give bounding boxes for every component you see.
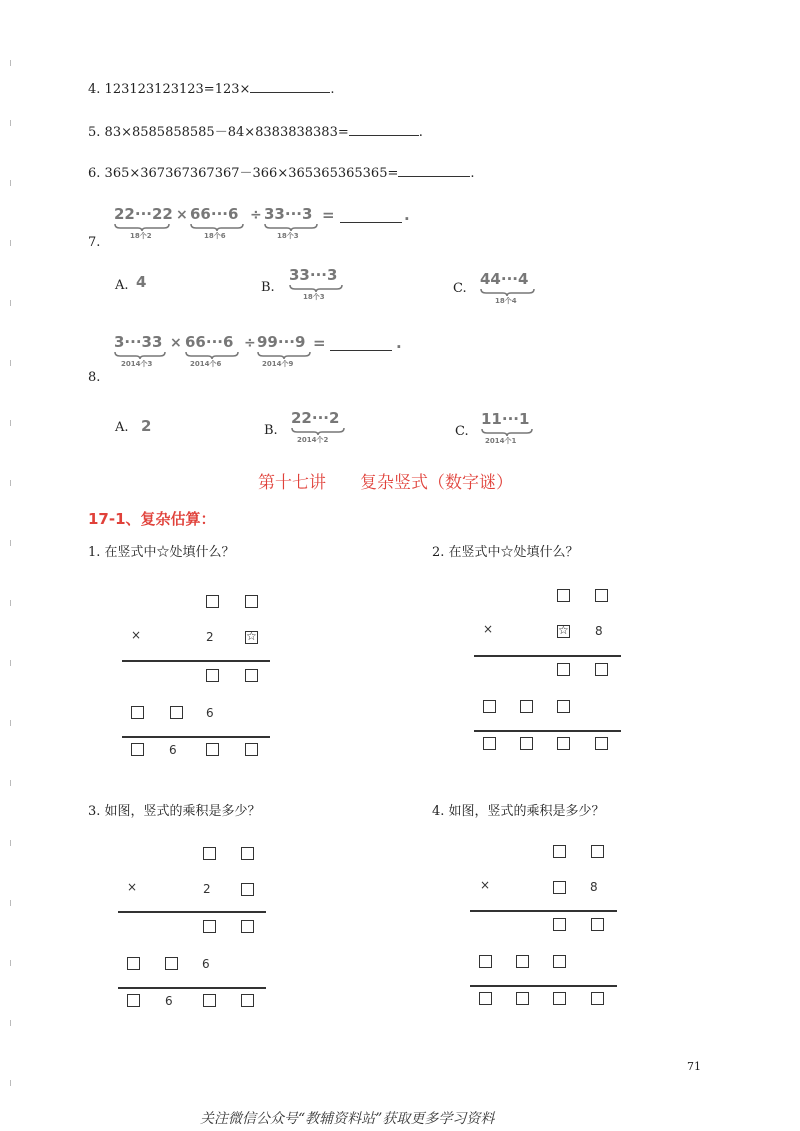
digit-box[interactable] (206, 743, 219, 756)
brace-icon (480, 288, 535, 296)
digit-box[interactable] (483, 700, 496, 713)
term-2-count: 2014个6 (190, 360, 222, 368)
digit-box[interactable] (165, 957, 178, 970)
brace-icon (264, 223, 318, 231)
problem-number: 7. (88, 235, 101, 250)
problem-4 (88, 80, 335, 97)
digit-box[interactable] (557, 663, 570, 676)
problem-text: 83×8585858585－84×8383838383= (104, 125, 349, 140)
given-digit: 6 (206, 706, 214, 720)
digit-box[interactable] (131, 706, 144, 719)
option-label: A. (115, 278, 129, 293)
answer-blank[interactable] (250, 80, 330, 93)
brace-icon (481, 428, 533, 436)
divider-line (122, 736, 270, 738)
problem-5 (88, 121, 423, 140)
divider-line (474, 655, 621, 657)
answer-blank[interactable] (340, 222, 402, 223)
brace-icon (291, 427, 345, 435)
star-box[interactable]: ☆ (246, 629, 257, 643)
question-4 (432, 800, 605, 819)
option-b-count: 18个3 (303, 293, 325, 301)
term-1: 22···22 (114, 205, 173, 223)
lecture-title: 第十七讲 复杂竖式（数字谜） (258, 473, 513, 493)
given-digit: 2 (206, 630, 214, 644)
option-label: A. (115, 420, 129, 435)
option-a[interactable] (115, 278, 129, 293)
option-b-count: 2014个2 (297, 436, 329, 444)
period: . (470, 166, 475, 181)
star-box[interactable]: ☆ (558, 623, 569, 637)
option-c-count: 18个4 (495, 297, 517, 305)
divider-line (474, 730, 621, 732)
answer-blank[interactable] (349, 123, 419, 136)
equals-sign: = (322, 206, 335, 224)
digit-box[interactable] (479, 955, 492, 968)
digit-box[interactable] (203, 920, 216, 933)
question-text: 如图，竖式的乘积是多少？ (448, 804, 605, 819)
term-3: 33···3 (264, 205, 313, 223)
term-1-count: 2014个3 (121, 360, 153, 368)
given-digit: 2 (203, 882, 211, 896)
brace-icon (257, 351, 311, 359)
period: . (330, 82, 335, 97)
digit-box[interactable] (241, 847, 254, 860)
given-digit: 6 (165, 994, 173, 1008)
brace-icon (114, 351, 166, 359)
question-number: 4. (432, 804, 445, 819)
digit-box[interactable] (241, 920, 254, 933)
times-sign: × (131, 628, 142, 642)
digit-box[interactable] (245, 669, 258, 682)
digit-box[interactable] (591, 845, 604, 858)
digit-box[interactable] (557, 737, 570, 750)
digit-box[interactable] (553, 992, 566, 1005)
answer-blank[interactable] (330, 350, 392, 351)
digit-box[interactable] (206, 669, 219, 682)
problem-number: 8. (88, 370, 101, 385)
digit-box[interactable] (595, 737, 608, 750)
digit-box[interactable] (127, 994, 140, 1007)
digit-box[interactable] (203, 994, 216, 1007)
section-title: 17-1、复杂估算： (88, 510, 216, 528)
brace-icon (289, 284, 343, 292)
times-sign: × (176, 207, 188, 223)
term-2: 66···6 (190, 205, 239, 223)
digit-box[interactable] (520, 737, 533, 750)
problem-text: 365×367367367367－366×365365365365= (104, 166, 399, 181)
term-2-count: 18个6 (204, 232, 226, 240)
period: . (404, 206, 410, 224)
digit-box[interactable] (206, 595, 219, 608)
equals-sign: = (313, 334, 326, 352)
option-a-value: 4 (136, 273, 147, 291)
problem-number: 6. (88, 166, 101, 181)
digit-box[interactable] (479, 992, 492, 1005)
question-number: 2. (432, 545, 445, 560)
digit-box[interactable] (553, 845, 566, 858)
question-1 (88, 541, 235, 560)
question-number: 3. (88, 804, 101, 819)
brace-icon (114, 223, 170, 231)
digit-box[interactable] (127, 957, 140, 970)
digit-box[interactable] (245, 595, 258, 608)
option-c-value: 44···4 (480, 270, 529, 288)
digit-box[interactable] (553, 881, 566, 894)
times-sign: × (480, 878, 491, 892)
times-sign: × (127, 880, 138, 894)
period: . (418, 125, 423, 140)
term-1: 3···33 (114, 333, 163, 351)
digit-box[interactable] (483, 737, 496, 750)
given-digit: 6 (169, 743, 177, 757)
term-3-count: 18个3 (277, 232, 299, 240)
problem-number: 5. (88, 125, 101, 140)
times-sign: × (170, 335, 182, 351)
digit-box[interactable] (553, 955, 566, 968)
given-digit: 6 (202, 957, 210, 971)
divider-line (118, 987, 266, 989)
digit-box[interactable] (595, 663, 608, 676)
digit-box[interactable] (245, 743, 258, 756)
option-c-value: 11···1 (481, 410, 530, 428)
option-c[interactable] (455, 424, 469, 439)
digit-box[interactable] (595, 589, 608, 602)
divider-line (470, 910, 617, 912)
option-label: C. (453, 281, 467, 296)
digit-box[interactable] (131, 743, 144, 756)
divide-sign: ÷ (244, 335, 256, 351)
option-b[interactable] (261, 280, 275, 295)
footer-text: 关注微信公众号“教辅资料站”获取更多学习资料 (200, 1111, 495, 1127)
question-text: 如图，竖式的乘积是多少？ (104, 804, 261, 819)
term-1-count: 18个2 (130, 232, 152, 240)
digit-box[interactable] (241, 883, 254, 896)
option-c-count: 2014个1 (485, 437, 517, 445)
option-label: B. (264, 423, 278, 438)
digit-box[interactable] (516, 955, 529, 968)
digit-box[interactable] (557, 700, 570, 713)
answer-blank[interactable] (398, 164, 470, 177)
digit-box[interactable] (203, 847, 216, 860)
question-text: 在竖式中☆处填什么？ (448, 545, 579, 560)
divider-line (470, 985, 617, 987)
problem-6 (88, 162, 475, 181)
option-b-value: 33···3 (289, 266, 338, 284)
problem-text: 123123123123=123× (104, 82, 251, 97)
term-3-count: 2014个9 (262, 360, 294, 368)
divider-line (118, 911, 266, 913)
option-b[interactable] (264, 423, 278, 438)
option-a-value: 2 (141, 417, 152, 435)
digit-box[interactable] (557, 589, 570, 602)
period: . (396, 334, 402, 352)
option-a[interactable] (115, 420, 129, 435)
term-2: 66···6 (185, 333, 234, 351)
divide-sign: ÷ (250, 207, 262, 223)
digit-box[interactable] (241, 994, 254, 1007)
question-2 (432, 541, 579, 560)
brace-icon (190, 223, 244, 231)
digit-box[interactable] (591, 918, 604, 931)
option-b-value: 22···2 (291, 409, 340, 427)
given-digit: 8 (590, 880, 598, 894)
option-label: C. (455, 424, 469, 439)
digit-box[interactable] (516, 992, 529, 1005)
question-number: 1. (88, 545, 101, 560)
term-3: 99···9 (257, 333, 306, 351)
brace-icon (185, 351, 239, 359)
given-digit: 8 (595, 624, 603, 638)
digit-box[interactable] (170, 706, 183, 719)
option-c[interactable] (453, 281, 467, 296)
divider-line (122, 660, 270, 662)
digit-box[interactable] (520, 700, 533, 713)
digit-box[interactable] (553, 918, 566, 931)
question-text: 在竖式中☆处填什么？ (104, 545, 235, 560)
option-label: B. (261, 280, 275, 295)
problem-number: 4. (88, 82, 101, 97)
times-sign: × (483, 622, 494, 636)
page-number: 71 (687, 1060, 701, 1073)
digit-box[interactable] (591, 992, 604, 1005)
question-3 (88, 800, 261, 819)
